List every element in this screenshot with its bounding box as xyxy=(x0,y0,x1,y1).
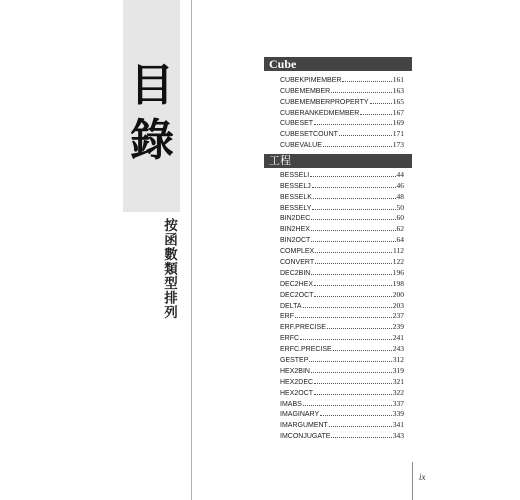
toc-entry[interactable] xyxy=(280,138,404,149)
toc-entry-page: 237 xyxy=(392,311,404,321)
toc-entry-page: 171 xyxy=(392,129,404,139)
toc-entry[interactable] xyxy=(280,106,404,117)
toc-entry-name: IMAGINARY xyxy=(280,411,320,419)
toc-entry[interactable] xyxy=(280,342,404,353)
toc-entry[interactable] xyxy=(280,95,404,106)
dot-leader xyxy=(311,274,391,275)
toc-entry[interactable] xyxy=(280,375,404,386)
vertical-divider xyxy=(191,0,192,500)
toc-entry[interactable] xyxy=(280,353,404,364)
toc-entry[interactable] xyxy=(280,418,404,429)
toc-entry-page: 112 xyxy=(393,246,404,256)
footer-divider xyxy=(412,462,413,500)
dot-leader xyxy=(315,252,392,253)
toc-entry-page: 60 xyxy=(396,213,404,223)
toc-entry-page: 122 xyxy=(392,257,404,267)
toc-list-engineering xyxy=(280,168,404,440)
dot-leader xyxy=(303,405,392,406)
toc-entry-name: HEX2DEC xyxy=(280,378,314,386)
toc-entry-name: CUBERANKEDMEMBER xyxy=(280,109,360,117)
toc-entry-name: CUBESET xyxy=(280,120,314,128)
toc-entry-name: DELTA xyxy=(280,302,302,310)
toc-entry[interactable] xyxy=(280,212,404,223)
toc-entry[interactable] xyxy=(280,331,404,342)
toc-entry[interactable] xyxy=(280,244,404,255)
page-title-char-1: 目 xyxy=(130,60,174,111)
toc-entry[interactable] xyxy=(280,73,404,84)
dot-leader xyxy=(311,372,392,373)
toc-entry[interactable] xyxy=(280,288,404,299)
toc-entry-name: BESSELK xyxy=(280,193,312,201)
toc-entry-page: 243 xyxy=(392,344,404,354)
toc-entry-name: BIN2HEX xyxy=(280,226,310,234)
toc-entry-name: BIN2DEC xyxy=(280,215,311,223)
toc-entry-name: IMABS xyxy=(280,400,302,408)
dot-leader xyxy=(310,176,395,177)
toc-entry-page: 169 xyxy=(392,118,404,128)
toc-entry-name: ERF xyxy=(280,313,294,321)
toc-entry-page: 167 xyxy=(392,107,404,117)
dot-leader xyxy=(309,361,391,362)
toc-entry[interactable] xyxy=(280,201,404,212)
toc-entry-page: 203 xyxy=(392,300,404,310)
toc-entry[interactable] xyxy=(280,117,404,128)
toc-entry-name: HEX2OCT xyxy=(280,389,314,397)
toc-entry[interactable] xyxy=(280,310,404,321)
toc-entry-page: 322 xyxy=(392,387,404,397)
toc-entry-name: CUBEMEMBERPROPERTY xyxy=(280,98,369,106)
dot-leader xyxy=(315,263,392,264)
dot-leader xyxy=(300,339,392,340)
dot-leader xyxy=(311,241,395,242)
toc-entry[interactable] xyxy=(280,277,404,288)
toc-entry[interactable] xyxy=(280,266,404,277)
toc-entry-name: BIN2OCT xyxy=(280,237,311,245)
toc-entry-name: CUBESETCOUNT xyxy=(280,131,338,139)
toc-entry-page: 196 xyxy=(392,267,404,277)
toc-entry-page: 337 xyxy=(392,398,404,408)
toc-entry-name: DEC2BIN xyxy=(280,269,311,277)
toc-entry-name: CONVERT xyxy=(280,259,315,267)
toc-entry-page: 198 xyxy=(392,278,404,288)
dot-leader xyxy=(311,219,395,220)
page-number: ix xyxy=(419,472,426,482)
toc-entry-page: 165 xyxy=(392,96,404,106)
toc-entry-name: IMCONJUGATE xyxy=(280,433,331,441)
toc-entry-page: 241 xyxy=(392,333,404,343)
dot-leader xyxy=(313,198,396,199)
dot-leader xyxy=(312,187,396,188)
dot-leader xyxy=(331,92,392,93)
section-heading-cube: Cube xyxy=(264,57,412,71)
toc-entry[interactable] xyxy=(280,222,404,233)
dot-leader xyxy=(314,394,392,395)
toc-entry-page: 44 xyxy=(396,169,404,179)
toc-entry-page: 339 xyxy=(392,409,404,419)
toc-entry-page: 46 xyxy=(396,180,404,190)
toc-entry-name: ERF.PRECISE xyxy=(280,324,326,332)
toc-entry-page: 50 xyxy=(396,202,404,212)
dot-leader xyxy=(314,124,392,125)
dot-leader xyxy=(342,81,391,82)
section-heading-engineering: 工程 xyxy=(264,154,412,168)
toc-entry-name: DEC2OCT xyxy=(280,291,314,299)
dot-leader xyxy=(360,114,391,115)
dot-leader xyxy=(323,146,392,147)
toc-entry-name: BESSELI xyxy=(280,171,310,179)
toc-entry[interactable] xyxy=(280,127,404,138)
dot-leader xyxy=(331,437,391,438)
dot-leader xyxy=(314,383,392,384)
toc-entry[interactable] xyxy=(280,255,404,266)
toc-entry-page: 64 xyxy=(396,235,404,245)
dot-leader xyxy=(339,135,392,136)
toc-entry-page: 312 xyxy=(392,355,404,365)
toc-entry-name: HEX2BIN xyxy=(280,367,310,375)
toc-entry-page: 321 xyxy=(392,376,404,386)
toc-entry-page: 200 xyxy=(392,289,404,299)
dot-leader xyxy=(303,307,392,308)
toc-entry-page: 341 xyxy=(392,420,404,430)
toc-entry[interactable] xyxy=(280,320,404,331)
toc-entry-name: GESTEP xyxy=(280,357,309,365)
toc-entry-page: 62 xyxy=(396,224,404,234)
toc-entry-name: BESSELY xyxy=(280,204,312,212)
toc-entry-page: 163 xyxy=(392,85,404,95)
toc-entry-name: DEC2HEX xyxy=(280,280,314,288)
toc-entry-name: CUBEMEMBER xyxy=(280,87,331,95)
dot-leader xyxy=(333,350,392,351)
toc-entry[interactable] xyxy=(280,299,404,310)
toc-entry-page: 319 xyxy=(392,365,404,375)
dot-leader xyxy=(370,103,392,104)
toc-entry-page: 343 xyxy=(392,431,404,441)
dot-leader xyxy=(295,317,392,318)
page-title-char-2: 錄 xyxy=(130,115,174,166)
toc-entry-page: 161 xyxy=(392,74,404,84)
dot-leader xyxy=(311,230,396,231)
toc-entry-name: ERFC.PRECISE xyxy=(280,346,332,354)
toc-entry-name: CUBEVALUE xyxy=(280,142,322,150)
toc-list-cube xyxy=(280,73,404,149)
toc-entry[interactable] xyxy=(280,190,404,201)
page-subtitle: 按函數類型排列 xyxy=(161,218,177,320)
toc-entry[interactable] xyxy=(280,233,404,244)
dot-leader xyxy=(312,209,395,210)
toc-entry-name: CUBEKPIMEMBER xyxy=(280,76,342,84)
toc-entry-page: 239 xyxy=(392,322,404,332)
toc-entry-name: ERFC xyxy=(280,335,300,343)
toc-entry[interactable] xyxy=(280,179,404,190)
toc-entry-page: 173 xyxy=(392,140,404,150)
toc-entry-name: COMPLEX xyxy=(280,248,315,256)
toc-entry-name: BESSELJ xyxy=(280,182,311,190)
toc-entry[interactable] xyxy=(280,168,404,179)
dot-leader xyxy=(329,426,392,427)
toc-entry[interactable] xyxy=(280,408,404,419)
dot-leader xyxy=(320,415,392,416)
toc-entry[interactable] xyxy=(280,429,404,440)
toc-entry[interactable] xyxy=(280,386,404,397)
toc-entry-name: IMARGUMENT xyxy=(280,422,328,430)
toc-entry[interactable] xyxy=(280,397,404,408)
dot-leader xyxy=(327,328,392,329)
dot-leader xyxy=(314,285,392,286)
dot-leader xyxy=(314,296,391,297)
toc-entry-page: 48 xyxy=(396,191,404,201)
toc-entry[interactable] xyxy=(280,364,404,375)
toc-entry[interactable] xyxy=(280,84,404,95)
